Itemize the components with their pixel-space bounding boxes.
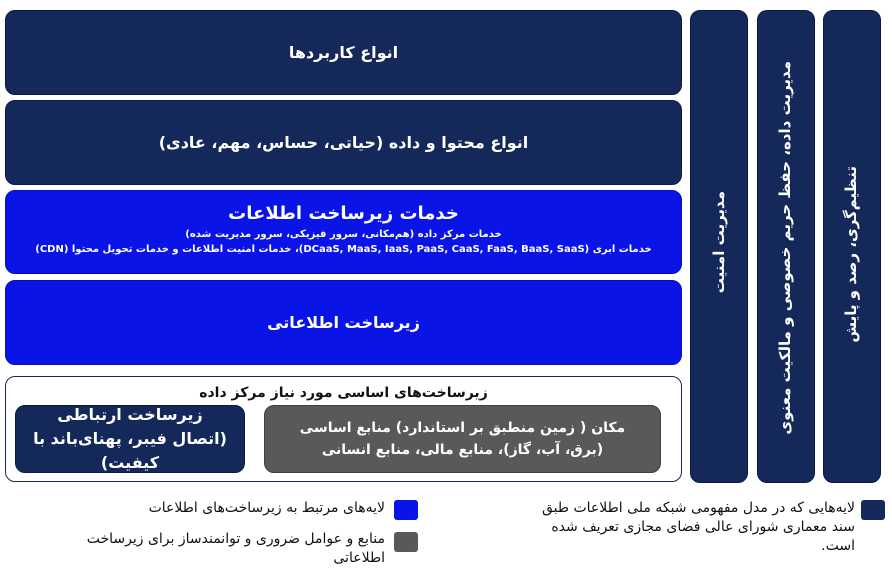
base-location-resources <box>264 405 661 473</box>
column-data-privacy <box>757 10 815 483</box>
layer-it-infrastructure <box>5 280 682 365</box>
layer-content-types-label: انواع محتوا و داده (حیاتی، حساس، مهم، عادی) <box>158 133 529 152</box>
base-telecom-infrastructure <box>15 405 245 473</box>
legend-text-navy: لایه‌هایی که در مدل مفهومی شبکه ملی اطلاعات طبق سند معماری شورای عالی فضای مجازی تعریف شده است. <box>541 500 855 554</box>
base-location-resources-label: مکان ( زمین منطبق بر استاندارد) منابع اساسی (برق، آب، گاز)، منابع مالی، منابع انسانی <box>299 420 626 458</box>
legend-text-gray: منابع و عوامل ضروری و توانمندساز برای زیرساخت اطلاعاتی <box>86 531 385 566</box>
layer-it-services-title: خدمات زیرساخت اطلاعات <box>228 203 459 224</box>
layer-it-services-line1: خدمات مرکز داده (هم‌مکانی، سرور فیزیکی، سرور مدیریت شده) <box>185 229 502 240</box>
legend-swatch-blue <box>394 500 418 520</box>
layer-it-services-line2: خدمات ابری (DCaaS, MaaS, IaaS, PaaS, CaaS, FaaS, BaaS, SaaS)، خدمات امنیت اطلاعات و خدمات تحویل محتوا (CDN) <box>35 244 652 255</box>
legend-swatch-gray <box>394 532 418 552</box>
layer-content-types <box>5 100 682 185</box>
layer-app-types-label: انواع کاربردها <box>288 43 399 62</box>
base-infrastructure-title: زیرساخت‌های اساسی مورد نیاز مرکز داده <box>199 385 488 401</box>
legend-swatch-navy <box>861 500 885 520</box>
layer-it-infrastructure-label: زیرساخت اطلاعاتی <box>267 313 420 332</box>
column-regulation-label: تنظیم‌گری، رصد و پایش <box>842 166 860 343</box>
legend-text-blue: لایه‌های مرتبط به زیرساخت‌های اطلاعات <box>148 500 385 516</box>
column-data-privacy-label: مدیریت داده، حفظ حریم خصوصی و مالکیت معنوی <box>776 61 794 435</box>
layer-app-types <box>5 10 682 95</box>
layer-it-services <box>5 190 682 274</box>
column-security-management <box>690 10 748 483</box>
column-regulation <box>823 10 881 483</box>
base-telecom-infrastructure-label: زیرساخت ارتباطی (اتصال فیبر، پهنای‌باند با کیفیت) <box>33 405 227 472</box>
column-security-management-label: مدیریت امنیت <box>710 191 728 294</box>
